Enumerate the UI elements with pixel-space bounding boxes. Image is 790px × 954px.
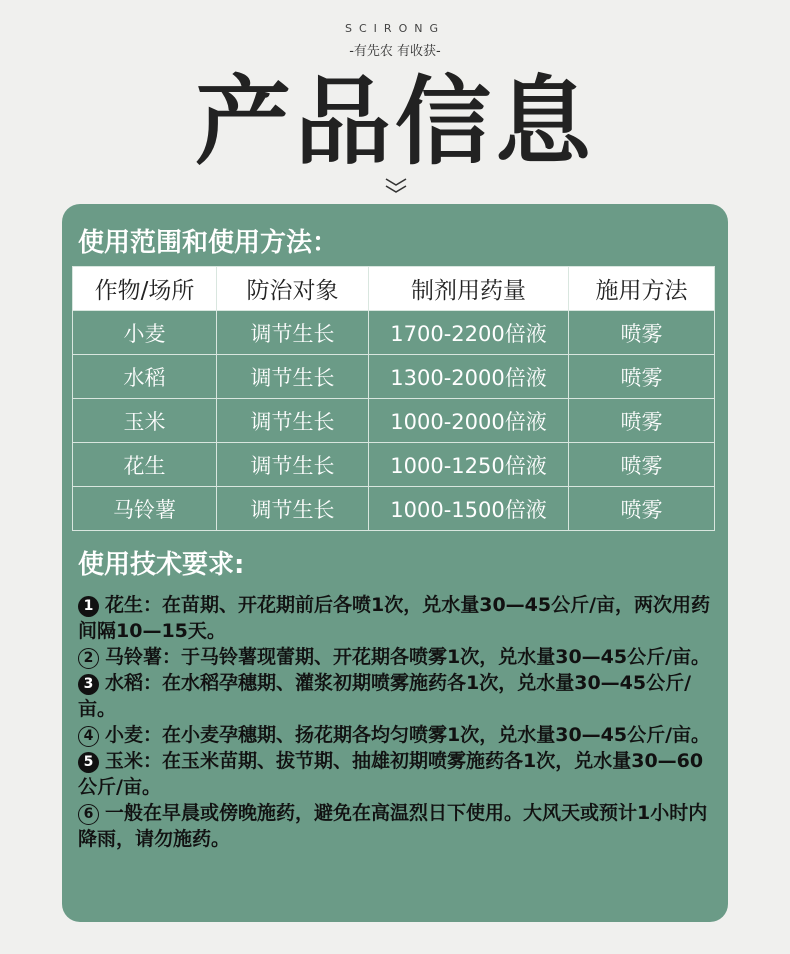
method-cell: 喷雾 <box>569 399 715 443</box>
dosage-cell: 1300-2000倍液 <box>369 355 569 399</box>
item-text: 一般在早晨或傍晚施药，避免在高温烈日下使用。大风天或预计1小时内降雨，请勿施药。 <box>78 802 708 850</box>
brand-name: SCIRONG <box>345 22 445 35</box>
target-cell: 调节生长 <box>217 355 369 399</box>
table-row <box>73 399 715 443</box>
item-number-badge: 3 <box>78 674 99 695</box>
column-header: 作物/场所 <box>73 267 217 311</box>
usage-section-title: 使用范围和使用方法： <box>78 228 339 258</box>
item-number-badge: 2 <box>78 648 99 669</box>
table-row <box>73 355 715 399</box>
usage-table <box>72 266 715 531</box>
column-header: 制剂用药量 <box>369 267 569 311</box>
brand-slogan: -有先农 有收获- <box>349 44 441 59</box>
method-cell: 喷雾 <box>569 443 715 487</box>
list-item <box>78 644 718 670</box>
tech-section-title: 使用技术要求: <box>78 550 245 580</box>
item-number-badge: 5 <box>78 752 99 773</box>
target-cell: 调节生长 <box>217 311 369 355</box>
list-item <box>78 592 718 644</box>
table-row <box>73 311 715 355</box>
item-text: 花生：在苗期、开花期前后各喷1次，兑水量30—45公斤/亩，两次用药间隔10—15天。 <box>78 594 711 642</box>
crop-cell: 水稻 <box>73 355 217 399</box>
method-cell: 喷雾 <box>569 487 715 531</box>
crop-cell: 玉米 <box>73 399 217 443</box>
target-cell: 调节生长 <box>217 399 369 443</box>
dosage-cell: 1000-2000倍液 <box>369 399 569 443</box>
item-text: 水稻：在水稻孕穗期、灌浆初期喷雾施药各1次，兑水量30—45公斤/亩。 <box>78 672 692 720</box>
tech-requirements-list <box>78 592 718 852</box>
table-row <box>73 487 715 531</box>
crop-cell: 小麦 <box>73 311 217 355</box>
product-info-card <box>62 204 728 922</box>
double-chevron-down-icon <box>383 176 409 196</box>
column-header: 施用方法 <box>569 267 715 311</box>
page-title: 产品信息 <box>195 66 595 178</box>
table-row <box>73 443 715 487</box>
item-text: 小麦：在小麦孕穗期、扬花期各均匀喷雾1次，兑水量30—45公斤/亩。 <box>105 724 711 746</box>
list-item <box>78 722 718 748</box>
list-item <box>78 748 718 800</box>
dosage-cell: 1000-1250倍液 <box>369 443 569 487</box>
list-item <box>78 670 718 722</box>
target-cell: 调节生长 <box>217 443 369 487</box>
method-cell: 喷雾 <box>569 355 715 399</box>
item-text: 玉米：在玉米苗期、拔节期、抽雄初期喷雾施药各1次，兑水量30—60公斤/亩。 <box>78 750 704 798</box>
crop-cell: 马铃薯 <box>73 487 217 531</box>
item-number-badge: 6 <box>78 804 99 825</box>
table-header-row <box>73 267 715 311</box>
dosage-cell: 1000-1500倍液 <box>369 487 569 531</box>
crop-cell: 花生 <box>73 443 217 487</box>
column-header: 防治对象 <box>217 267 369 311</box>
list-item <box>78 800 718 852</box>
target-cell: 调节生长 <box>217 487 369 531</box>
dosage-cell: 1700-2200倍液 <box>369 311 569 355</box>
item-text: 马铃薯：于马铃薯现蕾期、开花期各喷雾1次，兑水量30—45公斤/亩。 <box>105 646 711 668</box>
item-number-badge: 4 <box>78 726 99 747</box>
item-number-badge: 1 <box>78 596 99 617</box>
method-cell: 喷雾 <box>569 311 715 355</box>
